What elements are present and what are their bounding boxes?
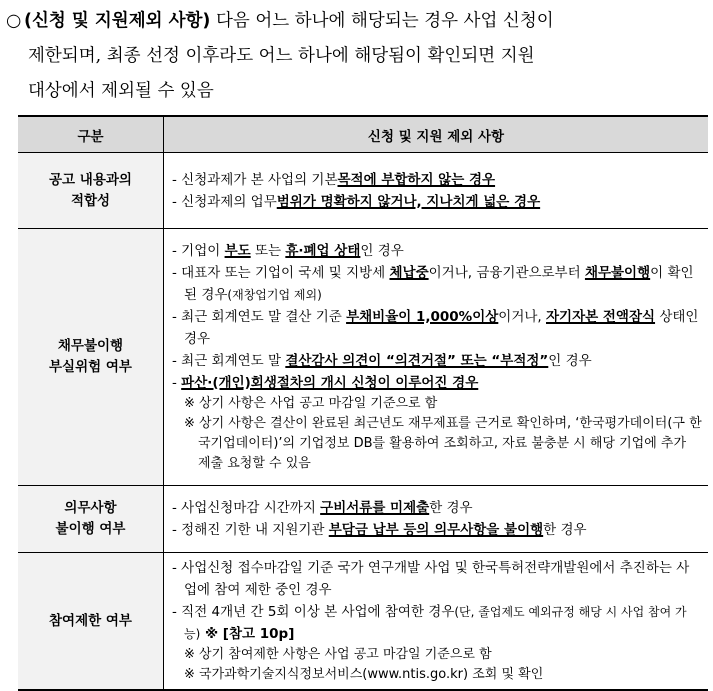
list-item xyxy=(172,350,702,372)
category-label: 부실위험 여부 xyxy=(49,359,132,375)
category-label: 불이행 여부 xyxy=(55,521,126,537)
item-note: (재창업기업 제외) xyxy=(227,288,322,302)
table-row xyxy=(18,553,708,691)
footnote: ※ 상기 참여제한 사항은 사업 공고 마감일 기준으로 함 xyxy=(184,647,492,662)
list-item xyxy=(172,497,702,519)
item-emphasis: 부담금 납부 등의 의무사항을 불이행 xyxy=(328,522,544,538)
item-text: 상태인 경우 xyxy=(184,309,699,347)
header-details: 신청 및 지원 제외 사항 xyxy=(164,116,709,153)
details-cell xyxy=(164,153,709,229)
category-label: 채무불이행 xyxy=(57,338,124,354)
item-emphasis: 채무불이행 xyxy=(584,265,651,281)
footnote: ※ 상기 사항은 결산이 완료된 최근년도 재무제표를 근거로 확인하며, ‘한국평가데이터(구 한국기업데이터)’의 기업정보 DB를 활용하여 조회하고, 자료 불충분 시 해당 기업에 추가 제출 요청할 수 있음 xyxy=(184,416,702,471)
item-text: 인 경우 xyxy=(548,353,592,369)
item-emphasis: 파산·(개인)회생절차의 개시 신청이 이루어진 경우 xyxy=(181,375,479,391)
item-text: - 정해진 기한 내 지원기관 xyxy=(172,522,329,538)
list-item xyxy=(172,262,702,306)
item-note: (단, 졸업제도 예외규정 해당 시 사업 참여 가능) xyxy=(184,605,687,641)
category-label: 의무사항 xyxy=(64,500,117,516)
category-label: 적합성 xyxy=(70,192,111,209)
item-emphasis: 구비서류를 미제출 xyxy=(320,500,430,516)
list-item xyxy=(172,191,702,213)
item-text: - 최근 회계연도 말 결산 기준 xyxy=(172,309,347,325)
category-cell xyxy=(18,486,164,553)
list-item xyxy=(172,601,702,645)
item-text: - 사업신청마감 시간까지 xyxy=(172,500,321,516)
table-header-row xyxy=(18,116,708,153)
item-text: 이거나, xyxy=(498,309,547,325)
intro-line-1 xyxy=(6,4,706,39)
details-cell xyxy=(164,229,709,486)
table-row xyxy=(18,229,708,486)
item-emphasis: 자기자본 전액잠식 xyxy=(546,309,656,325)
item-text: 또는 xyxy=(250,243,286,259)
item-text: - 사업신청 접수마감일 기준 국가 연구개발 사업 및 한국특허전략개발원에서 추진하는 사업에 참여 제한 중인 경우 xyxy=(172,560,690,598)
intro-paragraph xyxy=(6,4,706,109)
item-emphasis: 부도 xyxy=(224,243,251,259)
item-text: 한 경우 xyxy=(429,500,473,516)
list-item xyxy=(172,240,702,262)
item-emphasis: 결산감사 의견이 “의견거절” 또는 “부적정” xyxy=(285,353,549,369)
list-item xyxy=(172,372,702,394)
intro-heading: (신청 및 지원제외 사항) xyxy=(24,11,211,31)
item-text: - xyxy=(172,375,182,391)
item-text: - 최근 회계연도 말 xyxy=(172,353,286,369)
item-text: 인 경우 xyxy=(360,243,404,259)
item-emphasis: 부채비율이 1,000%이상 xyxy=(346,309,499,325)
intro-text-1: 다음 어느 하나에 해당되는 경우 사업 신청이 xyxy=(210,11,554,31)
table-row xyxy=(18,153,708,229)
category-label: 참여제한 여부 xyxy=(49,612,132,629)
intro-line-3: 대상에서 제외될 수 있음 xyxy=(28,81,214,101)
item-emphasis: 휴·폐업 상태 xyxy=(285,243,361,259)
item-emphasis: 범위가 명확하지 않거나, 지나치게 넓은 경우 xyxy=(276,193,541,210)
item-text: - 기업이 xyxy=(172,243,225,259)
item-text: - 신청과제의 업무 xyxy=(172,193,277,210)
item-emphasis: 목적에 부합하지 않는 경우 xyxy=(337,171,496,188)
list-item xyxy=(172,306,702,350)
category-cell xyxy=(18,153,164,229)
details-cell xyxy=(164,486,709,553)
item-text: - 대표자 또는 기업이 국세 및 지방세 xyxy=(172,265,390,281)
details-cell xyxy=(164,553,709,691)
table-row xyxy=(18,486,708,553)
header-category: 구분 xyxy=(18,116,164,153)
list-item xyxy=(172,557,702,601)
list-item xyxy=(172,169,702,191)
category-label: 공고 내용과의 xyxy=(49,171,132,188)
category-cell xyxy=(18,553,164,691)
item-text: - 직전 4개년 간 5회 이상 본 사업에 참여한 경우 xyxy=(172,604,455,620)
category-cell xyxy=(18,229,164,486)
reference-note: ※ [참고 10p] xyxy=(200,626,295,642)
footnote: ※ 국가과학기술지식정보서비스(www.ntis.go.kr) 조회 및 확인 xyxy=(184,667,544,682)
item-text: 한 경우 xyxy=(543,522,587,538)
item-text: - 신청과제가 본 사업의 기본 xyxy=(172,171,338,188)
list-item xyxy=(172,519,702,541)
intro-line-2: 제한되며, 최종 선정 이후라도 어느 하나에 해당됨이 확인되면 지원 xyxy=(28,46,535,66)
item-emphasis: 체납중 xyxy=(389,265,429,281)
exclusion-table xyxy=(18,115,708,691)
item-text: 이거나, 금융기관으로부터 xyxy=(428,265,585,281)
footnote: ※ 상기 사항은 사업 공고 마감일 기준으로 함 xyxy=(184,396,438,411)
item-text: 이 확인된 경우 xyxy=(184,265,694,303)
circle-bullet-icon: ○ xyxy=(6,11,22,31)
